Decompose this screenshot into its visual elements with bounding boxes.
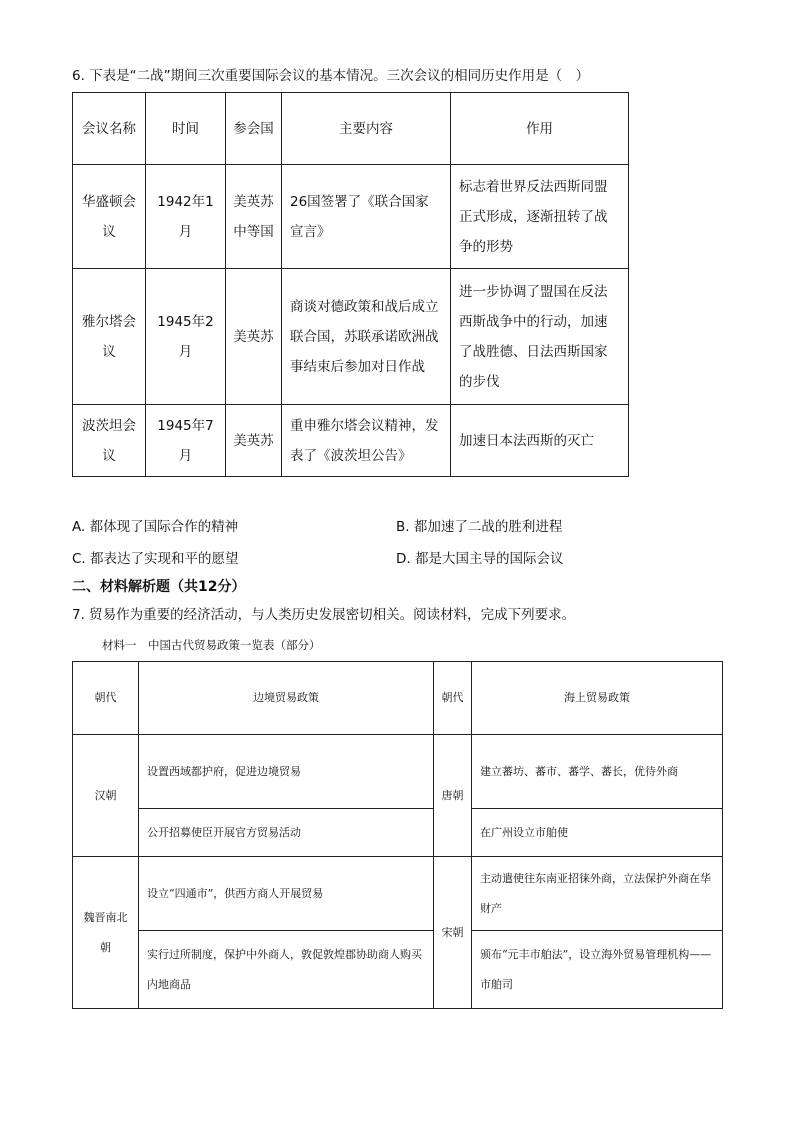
option-a[interactable]: A. 都体现了国际合作的精神 bbox=[72, 519, 239, 535]
cell-countries: 美英苏 bbox=[226, 269, 282, 405]
cell-effect: 标志着世界反法西斯同盟正式形成，逐渐扭转了战争的形势 bbox=[451, 165, 629, 269]
header-cell: 时间 bbox=[146, 93, 226, 165]
section-heading: 二、材料解析题（共12分） bbox=[72, 579, 246, 595]
cell-time: 1945年7月 bbox=[146, 405, 226, 477]
dynasty-cell: 宋朝 bbox=[434, 857, 472, 1009]
cell-name: 雅尔塔会议 bbox=[73, 269, 146, 405]
cell-effect: 进一步协调了盟国在反法西斯战争中的行动，加速了战胜德、日法西斯国家的步伐 bbox=[451, 269, 629, 405]
table-row bbox=[73, 931, 723, 1009]
question-7-stem: 7. 贸易作为重要的经济活动，与人类历史发展密切相关。阅读材料，完成下列要求。 bbox=[72, 607, 576, 623]
policy-cell: 主动遣使往东南亚招徕外商，立法保护外商在华财产 bbox=[472, 857, 723, 931]
cell-effect: 加速日本法西斯的灭亡 bbox=[451, 405, 629, 477]
dynasty-cell: 唐朝 bbox=[434, 735, 472, 857]
header-cell: 边境贸易政策 bbox=[139, 662, 434, 735]
policy-cell: 实行过所制度，保护中外商人，敦促敦煌郡协助商人购买内地商品 bbox=[139, 931, 434, 1009]
dynasty-cell: 魏晋南北朝 bbox=[73, 857, 139, 1009]
policy-cell: 颁布“元丰市舶法”，设立海外贸易管理机构——市舶司 bbox=[472, 931, 723, 1009]
cell-content: 26国签署了《联合国家宣言》 bbox=[282, 165, 451, 269]
table-row bbox=[73, 405, 629, 477]
option-c[interactable]: C. 都表达了实现和平的愿望 bbox=[72, 551, 239, 567]
cell-time: 1945年2月 bbox=[146, 269, 226, 405]
header-cell: 参会国 bbox=[226, 93, 282, 165]
table-row bbox=[73, 735, 723, 809]
table-row bbox=[73, 809, 723, 857]
material-title: 材料一 中国古代贸易政策一览表（部分） bbox=[102, 638, 321, 652]
header-cell: 朝代 bbox=[434, 662, 472, 735]
table-row bbox=[73, 857, 723, 931]
trade-policy-table bbox=[72, 661, 723, 1009]
header-cell: 主要内容 bbox=[282, 93, 451, 165]
policy-cell: 建立蕃坊、蕃市、蕃学、蕃长，优待外商 bbox=[472, 735, 723, 809]
policy-cell: 在广州设立市舶使 bbox=[472, 809, 723, 857]
table-row bbox=[73, 269, 629, 405]
option-b[interactable]: B. 都加速了二战的胜利进程 bbox=[396, 519, 563, 535]
table-header-row bbox=[73, 93, 629, 165]
policy-cell: 设立“四通市”，供西方商人开展贸易 bbox=[139, 857, 434, 931]
cell-time: 1942年1月 bbox=[146, 165, 226, 269]
question-6-stem: 6. 下表是“二战”期间三次重要国际会议的基本情况。三次会议的相同历史作用是（ ） bbox=[72, 68, 590, 84]
cell-content: 重申雅尔塔会议精神，发表了《波茨坦公告》 bbox=[282, 405, 451, 477]
table-header-row bbox=[73, 662, 723, 735]
policy-cell: 设置西域都护府，促进边境贸易 bbox=[139, 735, 434, 809]
conference-table bbox=[72, 92, 629, 477]
cell-name: 波茨坦会议 bbox=[73, 405, 146, 477]
header-cell: 朝代 bbox=[73, 662, 139, 735]
header-cell: 会议名称 bbox=[73, 93, 146, 165]
table-row bbox=[73, 165, 629, 269]
cell-countries: 美英苏 bbox=[226, 405, 282, 477]
cell-name: 华盛顿会议 bbox=[73, 165, 146, 269]
option-d[interactable]: D. 都是大国主导的国际会议 bbox=[396, 551, 564, 567]
cell-content: 商谈对德政策和战后成立联合国，苏联承诺欧洲战事结束后参加对日作战 bbox=[282, 269, 451, 405]
dynasty-cell: 汉朝 bbox=[73, 735, 139, 857]
header-cell: 海上贸易政策 bbox=[472, 662, 723, 735]
policy-cell: 公开招募使臣开展官方贸易活动 bbox=[139, 809, 434, 857]
header-cell: 作用 bbox=[451, 93, 629, 165]
cell-countries: 美英苏中等国 bbox=[226, 165, 282, 269]
